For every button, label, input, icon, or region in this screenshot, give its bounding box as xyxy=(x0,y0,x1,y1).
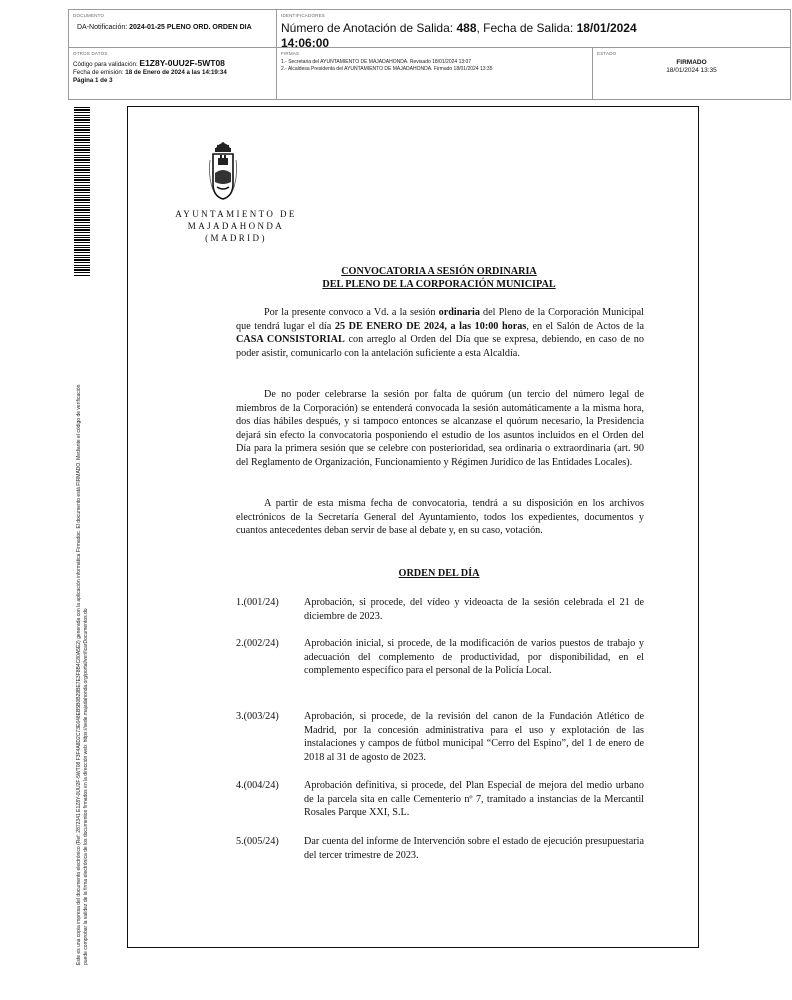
identificadores-cell xyxy=(277,10,790,50)
firmas-caption: FIRMAS xyxy=(281,51,300,56)
agenda-item-number: 3.(003/24) xyxy=(236,711,279,722)
agenda-item-number: 4.(004/24) xyxy=(236,780,279,791)
document-name: DA-Notificación: 2024-01-25 PLENO ORD. ORDEN DIA xyxy=(77,24,252,31)
firmas-cell xyxy=(277,48,592,99)
convocatoria-title-2: DEL PLENO DE LA CORPORACIÓN MUNICIPAL xyxy=(322,279,556,290)
estado-cell xyxy=(593,48,790,99)
firma-1: 1.- Secretaria del AYUNTAMIENTO DE MAJADAHONDA. Revisado 18/01/2024 13:07 xyxy=(281,59,472,65)
barcode xyxy=(74,107,90,277)
orden-del-dia-title: ORDEN DEL DÍA xyxy=(398,568,480,579)
codigo-validacion: Código para validación: E1Z8Y-0UU2F-5WT08 xyxy=(73,58,225,68)
letterhead-line-2: MAJADAHONDA xyxy=(187,221,285,231)
agenda-item-number: 2.(002/24) xyxy=(236,638,279,649)
sidebar-line-2: puede comprobar la validez de la firma electrónica de los documentos firmados en la dirección web: https://sede.majadahonda.org/portal/verificarDocumentos.do xyxy=(82,608,89,965)
signature-header xyxy=(68,9,791,100)
documento-caption: DOCUMENTO xyxy=(73,13,105,18)
page-counter: Página 1 de 3 xyxy=(73,77,113,84)
otros-datos-caption: OTROS DATOS xyxy=(73,51,108,56)
paragraph-quorum: De no poder celebrarse la sesión por falta de quórum (un tercio del número legal de miembros de la Corporación) se entenderá convocada la sesión automáticamente a la misma hora, dos días hábiles después, y si tampoco entonces se alcanzase el quórum necesario, la Presidencia dejará sin efecto la convocatoria posponiendo el estudio de los asuntos incluidos en el Orden del Día para la primera sesión que se celebre con posterioridad, sea ordinaria o extraordinaria (art. 90 del Reglamento de Organización, Funcionamiento y Régimen Jurídico de las Entidades Locales). xyxy=(236,389,644,468)
agenda-item-text: Aprobación, si procede, de la revisión del canon de la Fundación Atlético de Madrid, por la concesión administrativa para el uso y explotación de las instalaciones y campos de fútbol municipal “Cerro del Espino”, del 1 de enero de 2018 al 31 de agosto de 2023. xyxy=(304,711,644,763)
fecha-emision: Fecha de emisión: 18 de Enero de 2024 a las 14:19:34 xyxy=(73,69,227,76)
agenda-item-number: 5.(005/24) xyxy=(236,836,279,847)
verification-sidebar xyxy=(76,275,89,965)
paragraph-archivos: A partir de esta misma fecha de convocatoria, tendrá a su disposición en los archivos electrónicos de la Secretaría General del Ayuntamiento, todos los expedientes, documentos y cuantos antecedentes deban servir de base al debate y, en su caso, votación. xyxy=(236,498,644,537)
agenda-item-text: Aprobación inicial, si procede, de la modificación de varios puestos de trabajo y adecuación del complemento de productividad, por disponibilidad, en el complemento específico para el personal de la Policía Local. xyxy=(304,638,644,677)
documento-cell xyxy=(69,10,276,47)
anotacion-salida: Número de Anotación de Salida: 488, Fecha de Salida: 18/01/2024 14:06:00 xyxy=(281,21,637,50)
estado-fecha: 18/01/2024 13:35 xyxy=(666,67,717,74)
convocatoria-title-1: CONVOCATORIA A SESIÓN ORDINARIA xyxy=(341,266,537,277)
agenda-item-text: Aprobación definitiva, si procede, del Plan Especial de mejora del medio urbano de la parcela sita en calle Cementerio nº 7, tramitado a instancias de la Mercantil Rosales Parque XXI, S.L. xyxy=(304,780,644,819)
agenda-item-number: 1.(001/24) xyxy=(236,597,279,608)
firma-2: 2.- Alcaldesa Presidenta del AYUNTAMIENTO DE MAJADAHONDA. Firmado 18/01/2024 13:35 xyxy=(281,66,493,72)
letterhead-line-3: (MADRID) xyxy=(205,233,267,243)
identificadores-caption: IDENTIFICADORES xyxy=(281,13,326,18)
coat-of-arms-icon xyxy=(208,140,238,202)
otros-datos-cell xyxy=(69,48,276,99)
agenda-item-text: Dar cuenta del informe de Intervención sobre el estado de ejecución presupuestaria del tercer trimestre de 2023. xyxy=(304,836,644,861)
letterhead xyxy=(170,208,302,244)
agenda-item-text: Aprobación, si procede, del vídeo y videoacta de la sesión celebrada el 21 de diciembre de 2023. xyxy=(304,597,644,622)
estado-caption: ESTADO xyxy=(597,51,617,56)
paragraph-convocatoria: Por la presente convoco a Vd. a la sesión ordinaria del Pleno de la Corporación Municipal que tendrá lugar el día 25 DE ENERO DE 2024, a las 10:00 horas, en el Salón de Actos de la CASA CONSISTORIAL con arreglo al Orden del Día que se expresa, debiendo, en caso de no poder asistir, comunicarlo con la antelación suficiente a esta Alcaldía. xyxy=(236,307,644,359)
letterhead-line-1: AYUNTAMIENTO DE xyxy=(175,209,297,219)
estado-status: FIRMADO 18/01/2024 13:35 xyxy=(666,59,717,74)
sidebar-line-1: Este es una copia impresa del documento electrónico (Ref: 2872341 E1Z8Y-0UU2F-5WT08 F3F4A8D2C73E648EB5B0B29BE7E3F8B4C80A5E2) generada con la aplicación informática Firmadoc. El documento está FIRMADO. Mediante el código de verificación xyxy=(76,384,82,965)
